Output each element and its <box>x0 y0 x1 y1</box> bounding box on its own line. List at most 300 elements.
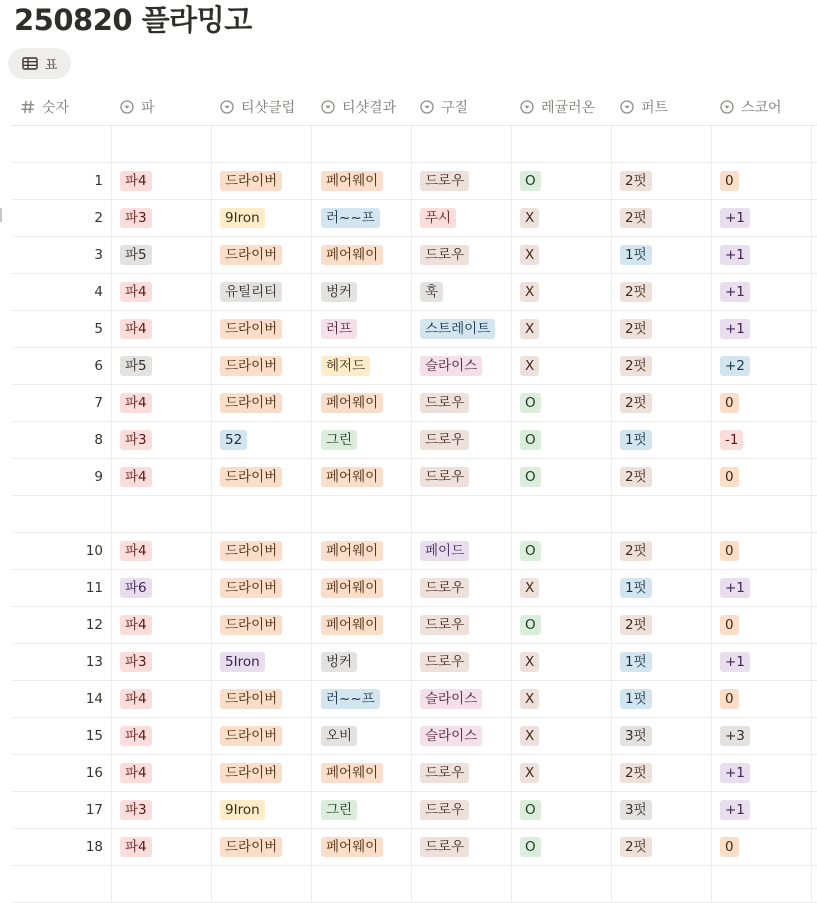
column-header-num[interactable] <box>21 88 69 125</box>
cell-putt[interactable] <box>620 274 652 310</box>
table-icon <box>22 57 38 70</box>
column-divider <box>711 348 712 384</box>
cell-club[interactable] <box>220 237 282 273</box>
column-divider <box>411 496 412 532</box>
column-header-regulation[interactable] <box>520 88 595 125</box>
column-divider <box>611 755 612 791</box>
cell-score[interactable] <box>720 718 750 754</box>
par-tag: 파4 <box>120 726 152 746</box>
cell-putt[interactable] <box>620 311 652 347</box>
hole-number[interactable]: 7 <box>94 395 103 411</box>
column-divider <box>611 496 612 532</box>
table-row[interactable] <box>12 237 817 274</box>
cell-par[interactable] <box>120 348 152 384</box>
cell-quality[interactable] <box>420 570 469 606</box>
column-divider <box>611 681 612 717</box>
cell-par[interactable] <box>120 718 152 754</box>
column-divider <box>111 755 112 791</box>
cell-quality[interactable] <box>420 459 469 495</box>
cell-regulation[interactable] <box>520 681 539 717</box>
cell-club[interactable] <box>220 311 282 347</box>
column-divider <box>411 274 412 310</box>
cell-regulation[interactable] <box>520 718 539 754</box>
column-divider <box>111 792 112 828</box>
column-divider <box>511 792 512 828</box>
column-divider <box>811 200 812 236</box>
cell-score[interactable] <box>720 163 739 199</box>
hole-number[interactable]: 8 <box>94 432 103 448</box>
cell-regulation[interactable] <box>520 533 541 569</box>
cell-regulation[interactable] <box>520 644 539 680</box>
par-tag: 파4 <box>120 541 152 561</box>
regulation-tag: X <box>520 245 539 265</box>
putt-tag: 3펏 <box>620 800 652 820</box>
cell-quality[interactable] <box>420 422 469 458</box>
column-divider <box>511 644 512 680</box>
cell-club[interactable] <box>220 348 282 384</box>
cell-shot[interactable] <box>321 200 380 236</box>
column-divider <box>111 422 112 458</box>
quality-tag: 드로우 <box>420 763 469 783</box>
cell-shot[interactable] <box>321 644 357 680</box>
cell-shot[interactable] <box>321 570 383 606</box>
cell-club[interactable] <box>220 718 282 754</box>
cell-putt[interactable] <box>620 644 652 680</box>
cell-putt[interactable] <box>620 681 652 717</box>
cell-quality[interactable] <box>420 348 482 384</box>
column-divider <box>811 422 812 458</box>
column-divider <box>811 829 812 865</box>
club-tag: 드라이버 <box>220 541 282 561</box>
quality-tag: 슬라이스 <box>420 356 482 376</box>
cell-par[interactable] <box>120 459 152 495</box>
column-header-score[interactable] <box>720 88 782 125</box>
column-divider <box>211 792 212 828</box>
column-divider <box>511 126 512 162</box>
column-divider <box>411 237 412 273</box>
cell-putt[interactable] <box>620 422 652 458</box>
cell-club[interactable] <box>220 792 265 828</box>
shot-tag: 페어웨이 <box>321 837 383 857</box>
column-divider <box>511 348 512 384</box>
column-divider <box>411 755 412 791</box>
club-tag: 드라이버 <box>220 837 282 857</box>
shot-tag: 페어웨이 <box>321 245 383 265</box>
cell-par[interactable] <box>120 311 152 347</box>
column-divider <box>611 718 612 754</box>
cell-quality[interactable] <box>420 163 469 199</box>
cell-quality[interactable] <box>420 607 469 643</box>
table-row[interactable] <box>12 163 817 200</box>
cell-par[interactable] <box>120 237 152 273</box>
cell-shot[interactable] <box>321 607 383 643</box>
column-divider <box>311 792 312 828</box>
regulation-tag: X <box>520 763 539 783</box>
cell-club[interactable] <box>220 422 247 458</box>
table-row[interactable] <box>12 533 817 570</box>
cell-regulation[interactable] <box>520 459 541 495</box>
column-divider <box>611 459 612 495</box>
cell-putt[interactable] <box>620 718 652 754</box>
cell-club[interactable] <box>220 570 282 606</box>
regulation-tag: X <box>520 319 539 339</box>
cell-score[interactable] <box>720 792 750 828</box>
table-row[interactable] <box>12 200 817 237</box>
cell-score[interactable] <box>720 348 750 384</box>
column-divider <box>411 533 412 569</box>
column-divider <box>111 385 112 421</box>
column-divider <box>711 533 712 569</box>
column-divider <box>211 607 212 643</box>
cell-club[interactable] <box>220 644 265 680</box>
column-divider <box>311 607 312 643</box>
table-row[interactable] <box>12 607 817 644</box>
cell-par[interactable] <box>120 755 152 791</box>
cell-quality[interactable] <box>420 274 443 310</box>
empty-row[interactable] <box>12 496 817 533</box>
column-divider <box>311 422 312 458</box>
cell-regulation[interactable] <box>520 348 539 384</box>
cell-regulation[interactable] <box>520 570 539 606</box>
score-tag: +3 <box>720 726 750 746</box>
cell-par[interactable] <box>120 792 152 828</box>
putt-tag: 1펏 <box>620 430 652 450</box>
column-divider <box>811 866 812 902</box>
cell-regulation[interactable] <box>520 311 539 347</box>
column-header-par[interactable] <box>120 88 155 125</box>
hole-number[interactable]: 10 <box>85 543 103 559</box>
column-divider <box>311 755 312 791</box>
cell-shot[interactable] <box>321 829 383 865</box>
column-divider <box>411 718 412 754</box>
cell-par[interactable] <box>120 385 152 421</box>
cell-par[interactable] <box>120 422 152 458</box>
column-header-label: 숫자 <box>42 99 70 116</box>
cell-putt[interactable] <box>620 200 652 236</box>
cell-shot[interactable] <box>321 274 357 310</box>
regulation-tag: O <box>520 837 541 857</box>
column-divider <box>411 644 412 680</box>
table-row[interactable] <box>12 718 817 755</box>
cell-shot[interactable] <box>321 311 357 347</box>
cell-regulation[interactable] <box>520 163 541 199</box>
cell-club[interactable] <box>220 274 282 310</box>
cell-putt[interactable] <box>620 533 652 569</box>
column-divider <box>511 681 512 717</box>
cell-par[interactable] <box>120 829 152 865</box>
regulation-tag: O <box>520 800 541 820</box>
cell-par[interactable] <box>120 163 152 199</box>
score-tag: +1 <box>720 282 750 302</box>
cell-score[interactable] <box>720 607 739 643</box>
number-icon <box>21 100 42 114</box>
hole-number[interactable]: 13 <box>85 654 103 670</box>
cell-par[interactable] <box>120 570 152 606</box>
regulation-tag: O <box>520 430 541 450</box>
cell-quality[interactable] <box>420 237 469 273</box>
cell-par[interactable] <box>120 607 152 643</box>
table-row[interactable] <box>12 311 817 348</box>
table-row[interactable] <box>12 644 817 681</box>
par-tag: 파4 <box>120 393 152 413</box>
shot-tag: 그린 <box>321 800 357 820</box>
quality-tag: 드로우 <box>420 578 469 598</box>
column-divider <box>211 311 212 347</box>
cell-shot[interactable] <box>321 422 357 458</box>
cell-par[interactable] <box>120 274 152 310</box>
column-divider <box>211 459 212 495</box>
table-row[interactable] <box>12 348 817 385</box>
cell-par[interactable] <box>120 200 152 236</box>
shot-tag: 페어웨이 <box>321 541 383 561</box>
regulation-tag: X <box>520 356 539 376</box>
cell-shot[interactable] <box>321 792 357 828</box>
regulation-tag: X <box>520 208 539 228</box>
cell-regulation[interactable] <box>520 607 541 643</box>
shot-tag: 러~~프 <box>321 208 380 228</box>
view-tab-label: 표 <box>45 58 58 73</box>
cell-score[interactable] <box>720 570 750 606</box>
cell-regulation[interactable] <box>520 829 541 865</box>
table-row[interactable] <box>12 792 817 829</box>
putt-tag: 2펏 <box>620 541 652 561</box>
hole-number[interactable]: 3 <box>94 247 103 263</box>
cell-club[interactable] <box>220 681 282 717</box>
cell-score[interactable] <box>720 459 739 495</box>
cell-shot[interactable] <box>321 718 357 754</box>
cell-score[interactable] <box>720 755 750 791</box>
column-divider <box>411 311 412 347</box>
cell-quality[interactable] <box>420 385 469 421</box>
cell-regulation[interactable] <box>520 385 541 421</box>
table-row[interactable] <box>12 385 817 422</box>
hole-number[interactable]: 17 <box>85 802 103 818</box>
column-divider <box>711 311 712 347</box>
table-row[interactable] <box>12 459 817 496</box>
club-tag: 드라이버 <box>220 319 282 339</box>
cell-regulation[interactable] <box>520 792 541 828</box>
cell-shot[interactable] <box>321 755 383 791</box>
column-divider <box>111 237 112 273</box>
hole-number[interactable]: 15 <box>85 728 103 744</box>
column-divider <box>311 866 312 902</box>
hole-number[interactable]: 1 <box>94 173 103 189</box>
cell-score[interactable] <box>720 829 739 865</box>
column-divider <box>411 829 412 865</box>
club-tag: 드라이버 <box>220 171 282 191</box>
column-divider <box>211 422 212 458</box>
column-divider <box>811 348 812 384</box>
cell-quality[interactable] <box>420 755 469 791</box>
cell-score[interactable] <box>720 533 739 569</box>
cell-par[interactable] <box>120 533 152 569</box>
cell-par[interactable] <box>120 644 152 680</box>
club-tag: 52 <box>220 430 247 450</box>
cell-regulation[interactable] <box>520 274 539 310</box>
putt-tag: 2펏 <box>620 171 652 191</box>
cell-score[interactable] <box>720 385 739 421</box>
cell-par[interactable] <box>120 681 152 717</box>
par-tag: 파4 <box>120 837 152 857</box>
table-row[interactable] <box>12 829 817 866</box>
column-divider <box>111 533 112 569</box>
table-row[interactable] <box>12 570 817 607</box>
regulation-tag: X <box>520 652 539 672</box>
column-divider <box>211 681 212 717</box>
empty-row[interactable] <box>12 866 817 903</box>
column-header-label: 구질 <box>441 99 469 116</box>
column-divider <box>511 866 512 902</box>
cell-quality[interactable] <box>420 644 469 680</box>
cell-shot[interactable] <box>321 533 383 569</box>
cell-shot[interactable] <box>321 681 380 717</box>
column-divider <box>311 718 312 754</box>
cell-regulation[interactable] <box>520 237 539 273</box>
cell-regulation[interactable] <box>520 755 539 791</box>
table-row[interactable] <box>12 274 817 311</box>
column-divider <box>311 163 312 199</box>
hole-number[interactable]: 2 <box>94 210 103 226</box>
column-divider <box>611 200 612 236</box>
cell-putt[interactable] <box>620 348 652 384</box>
cell-club[interactable] <box>220 533 282 569</box>
hole-number[interactable]: 11 <box>85 580 103 596</box>
column-header-club[interactable] <box>220 88 295 125</box>
cell-club[interactable] <box>220 755 282 791</box>
score-tag: 0 <box>720 837 739 857</box>
column-divider <box>811 681 812 717</box>
cell-club[interactable] <box>220 200 265 236</box>
putt-tag: 2펏 <box>620 356 652 376</box>
score-tag: +1 <box>720 245 750 265</box>
cell-quality[interactable] <box>420 311 495 347</box>
cell-club[interactable] <box>220 163 282 199</box>
column-divider <box>611 348 612 384</box>
cell-shot[interactable] <box>321 348 370 384</box>
cell-score[interactable] <box>720 644 750 680</box>
shot-tag: 오비 <box>321 726 357 746</box>
cell-shot[interactable] <box>321 385 383 421</box>
putt-tag: 2펏 <box>620 837 652 857</box>
cell-club[interactable] <box>220 829 282 865</box>
cell-club[interactable] <box>220 459 282 495</box>
cell-shot[interactable] <box>321 237 383 273</box>
column-divider <box>211 348 212 384</box>
putt-tag: 2펏 <box>620 763 652 783</box>
table-row[interactable] <box>12 681 817 718</box>
hole-number[interactable]: 5 <box>94 321 103 337</box>
par-tag: 파4 <box>120 282 152 302</box>
column-divider <box>311 829 312 865</box>
cell-putt[interactable] <box>620 237 652 273</box>
column-divider <box>211 570 212 606</box>
par-tag: 파5 <box>120 356 152 376</box>
column-divider <box>211 163 212 199</box>
table-header <box>12 88 817 126</box>
cell-regulation[interactable] <box>520 200 539 236</box>
column-divider <box>711 126 712 162</box>
regulation-tag: O <box>520 467 541 487</box>
column-header-quality[interactable] <box>420 88 468 125</box>
cell-score[interactable] <box>720 237 750 273</box>
cell-putt[interactable] <box>620 755 652 791</box>
column-divider <box>611 274 612 310</box>
cell-quality[interactable] <box>420 533 469 569</box>
empty-row[interactable] <box>12 126 817 163</box>
hole-number[interactable]: 16 <box>85 765 103 781</box>
cell-score[interactable] <box>720 200 750 236</box>
cell-club[interactable] <box>220 607 282 643</box>
cell-score[interactable] <box>720 681 739 717</box>
regulation-tag: X <box>520 689 539 709</box>
par-tag: 파4 <box>120 689 152 709</box>
cell-score[interactable] <box>720 311 750 347</box>
par-tag: 파6 <box>120 578 152 598</box>
row-drag-handle[interactable] <box>0 208 2 222</box>
club-tag: 9Iron <box>220 208 265 228</box>
putt-tag: 2펏 <box>620 467 652 487</box>
club-tag: 드라이버 <box>220 763 282 783</box>
club-tag: 유틸리티 <box>220 282 282 302</box>
column-header-shot[interactable] <box>321 88 396 125</box>
column-header-putt[interactable] <box>620 88 668 125</box>
hole-number[interactable]: 12 <box>85 617 103 633</box>
cell-putt[interactable] <box>620 385 652 421</box>
cell-quality[interactable] <box>420 718 482 754</box>
hole-number[interactable]: 9 <box>94 469 103 485</box>
cell-quality[interactable] <box>420 200 456 236</box>
cell-shot[interactable] <box>321 459 383 495</box>
column-divider <box>211 718 212 754</box>
cell-putt[interactable] <box>620 829 652 865</box>
column-divider <box>611 385 612 421</box>
cell-shot[interactable] <box>321 163 383 199</box>
cell-putt[interactable] <box>620 459 652 495</box>
cell-regulation[interactable] <box>520 422 541 458</box>
hole-number[interactable]: 18 <box>85 839 103 855</box>
table-row[interactable] <box>12 755 817 792</box>
regulation-tag: X <box>520 578 539 598</box>
column-header-label: 티샷클럽 <box>241 99 296 116</box>
putt-tag: 3펏 <box>620 726 652 746</box>
cell-score[interactable] <box>720 422 743 458</box>
cell-quality[interactable] <box>420 792 469 828</box>
cell-score[interactable] <box>720 274 750 310</box>
cell-putt[interactable] <box>620 792 652 828</box>
hole-number[interactable]: 4 <box>94 284 103 300</box>
column-divider <box>811 126 812 162</box>
hole-number[interactable]: 6 <box>94 358 103 374</box>
hole-number[interactable]: 14 <box>85 691 103 707</box>
cell-quality[interactable] <box>420 829 469 865</box>
table-row[interactable] <box>12 422 817 459</box>
column-divider <box>711 459 712 495</box>
putt-tag: 2펏 <box>620 319 652 339</box>
column-divider <box>211 829 212 865</box>
cell-club[interactable] <box>220 385 282 421</box>
column-divider <box>411 792 412 828</box>
cell-putt[interactable] <box>620 570 652 606</box>
cell-putt[interactable] <box>620 163 652 199</box>
quality-tag: 드로우 <box>420 171 469 191</box>
cell-quality[interactable] <box>420 681 482 717</box>
column-divider <box>411 607 412 643</box>
cell-putt[interactable] <box>620 607 652 643</box>
column-divider <box>811 274 812 310</box>
par-tag: 파4 <box>120 763 152 783</box>
view-tab-table[interactable] <box>8 48 71 79</box>
column-divider <box>211 533 212 569</box>
